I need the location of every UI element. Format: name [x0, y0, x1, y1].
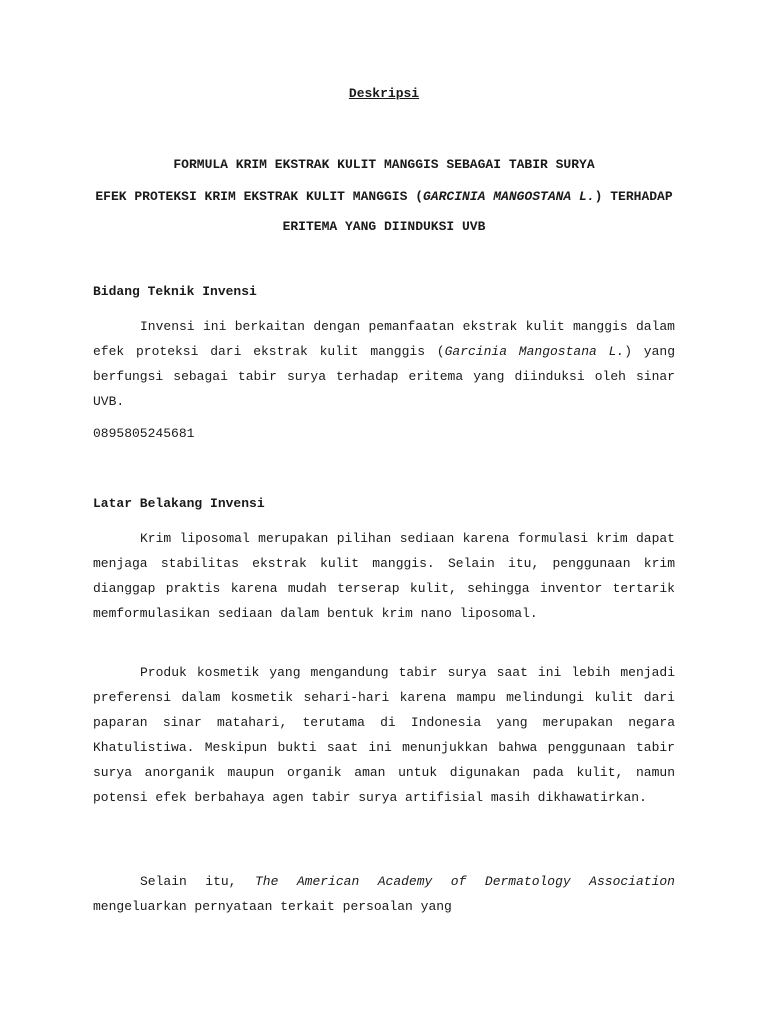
title-text-b: ) TERHADAP ERITEMA YANG DIINDUKSI UVB: [282, 189, 673, 234]
paragraph-background-2: Produk kosmetik yang mengandung tabir surya saat ini lebih menjadi preferensi dalam kosmetik sehari-hari karena mampu melindungi kulit dari paparan sinar matahari, terutama di Indonesia yang merupakan negara Khatulistiwa. Meskipun bukti saat ini menunjukkan bahwa penggunaan tabir surya anorganik maupun organik aman untuk digunakan pada kulit, namun potensi efek berbahaya agen tabir surya artifisial masih dikhawatirkan.: [93, 665, 675, 805]
section-heading-background: Latar Belakang Invensi: [93, 496, 265, 511]
para3-organization-name: The American Academy of Dermatology Association: [254, 874, 675, 889]
document-title-line1: FORMULA KRIM EKSTRAK KULIT MANGGIS SEBAGAI TABIR SURYA: [173, 157, 595, 172]
title-text-a: EFEK PROTEKSI KRIM EKSTRAK KULIT MANGGIS (: [95, 189, 423, 204]
title-scientific-name: GARCINIA MANGOSTANA L.: [423, 189, 595, 204]
phone-number: 0895805245681: [93, 426, 195, 441]
paragraph-background-1: Krim liposomal merupakan pilihan sediaan karena formulasi krim dapat menjaga stabilitas ekstrak kulit manggis. Selain itu, penggunaan krim dianggap praktis karena mudah terserap kulit, sehingga inventor tertarik memformulasikan sediaan dalam bentuk krim nano liposomal.: [93, 531, 675, 621]
para-text-b: ) yang berfungsi sebagai tabir surya terhadap eritema yang diinduksi oleh sinar UVB.: [93, 344, 675, 409]
para-scientific-name: Garcinia Mangostana L.: [444, 344, 625, 359]
document-label: Deskripsi: [348, 86, 420, 101]
para-text-a: Invensi ini berkaitan dengan pemanfaatan ekstrak kulit manggis dalam efek proteksi dari ekstrak kulit manggis (: [93, 319, 675, 359]
document-title-line2: [93, 182, 675, 242]
paragraph-background-3: [93, 869, 675, 919]
section-heading-technical-field: Bidang Teknik Invensi: [93, 284, 257, 299]
para3-text-b: mengeluarkan pernyataan terkait persoalan yang: [93, 899, 452, 914]
para3-text-a: Selain itu,: [140, 874, 255, 889]
paragraph-technical-field: [93, 314, 675, 414]
